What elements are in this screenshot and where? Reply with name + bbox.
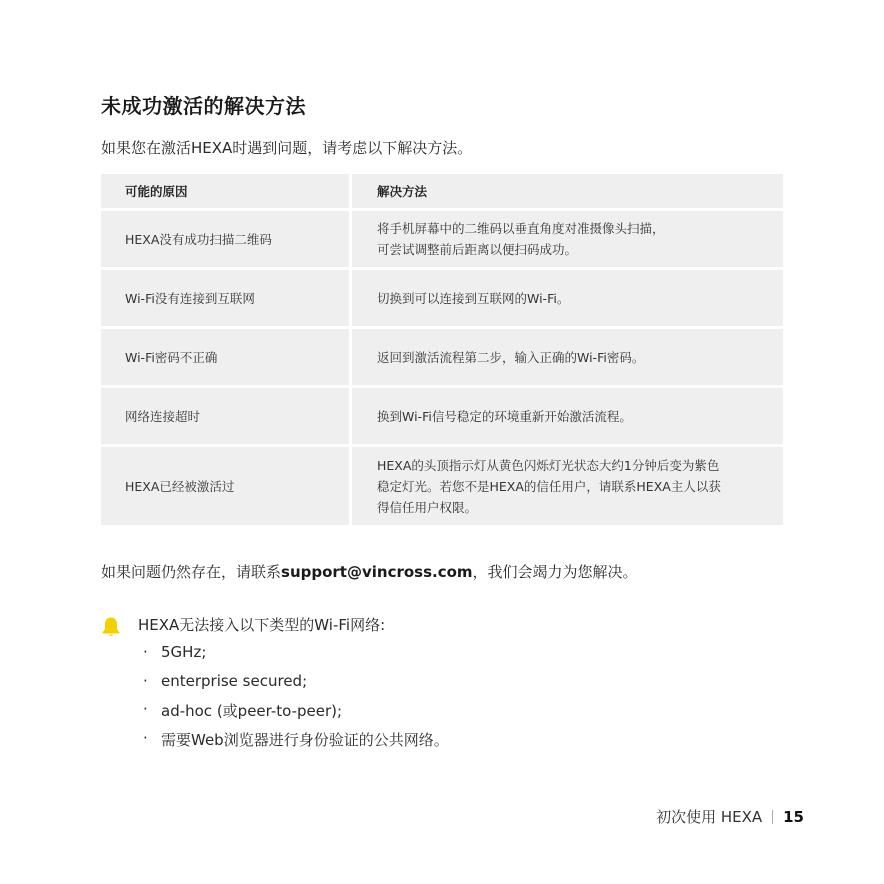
solution-line: 得信任用户权限。 — [377, 499, 478, 515]
list-item: · 5GHz; — [143, 643, 207, 661]
list-item: · ad-hoc (或peer-to-peer); — [143, 700, 343, 720]
cause-cell: HEXA没有成功扫描二维码 — [101, 211, 349, 267]
solution-line: 可尝试调整前后距离以便扫码成功。 — [377, 242, 578, 257]
list-item: · enterprise secured; — [143, 671, 308, 690]
footer-divider — [772, 810, 773, 824]
header-solution: 解决方法 — [352, 174, 783, 208]
table-row — [101, 211, 783, 267]
intro-text: 如果您在激活HEXA时遇到问题，请考虑以下解决方法。 — [101, 139, 473, 157]
bullet: · — [143, 671, 148, 690]
solution-cell — [352, 211, 783, 267]
table-row — [101, 329, 783, 385]
solution-line: HEXA的头顶指示灯从黄色闪烁灯光状态大约1分钟后变为紫色 — [377, 457, 720, 473]
solution-line: 换到Wi-Fi信号稳定的环境重新开始激活流程。 — [377, 408, 632, 424]
list-item: · 需要Web浏览器进行身份验证的公共网络。 — [143, 728, 449, 749]
solution-line: 返回到激活流程第二步，输入正确的Wi-Fi密码。 — [377, 349, 645, 365]
solution-line: 稳定灯光。若您不是HEXA的信任用户，请联系HEXA主人以获 — [377, 478, 721, 494]
footer-section: 初次使用 HEXA — [656, 808, 763, 826]
bullet: · — [143, 728, 148, 747]
bullet: · — [143, 700, 148, 718]
page-number: 15 — [783, 807, 804, 826]
table-row — [101, 388, 783, 444]
note-title: HEXA无法接入以下类型的Wi-Fi网络: — [138, 616, 386, 634]
solution-cell — [352, 388, 783, 444]
header-cause: 可能的原因 — [101, 174, 349, 208]
cause-cell: Wi-Fi密码不正确 — [101, 329, 349, 385]
cause-cell: 网络连接超时 — [101, 388, 349, 444]
cause-cell: Wi-Fi没有连接到互联网 — [101, 270, 349, 326]
bullet: · — [143, 643, 148, 661]
bell-icon — [101, 616, 121, 638]
solution-cell — [352, 447, 783, 525]
solution-cell — [352, 329, 783, 385]
cause-cell: HEXA已经被激活过 — [101, 447, 349, 525]
contact-after: ，我们会竭力为您解决。 — [472, 563, 638, 581]
table-row — [101, 447, 783, 525]
table-row — [101, 270, 783, 326]
solution-line: 切换到可以连接到互联网的Wi-Fi。 — [377, 290, 570, 306]
solution-line: 将手机屏幕中的二维码以垂直角度对准摄像头扫描， — [377, 221, 665, 236]
troubleshooting-table — [101, 174, 783, 528]
support-email: support@vincross.com — [281, 563, 473, 581]
page-title: 未成功激活的解决方法 — [101, 94, 306, 118]
solution-cell — [352, 270, 783, 326]
contact-text — [101, 561, 638, 582]
contact-before: 如果问题仍然存在，请联系 — [101, 563, 282, 581]
note-list — [143, 643, 449, 757]
table-header-row — [101, 174, 783, 208]
page-footer — [656, 806, 804, 827]
